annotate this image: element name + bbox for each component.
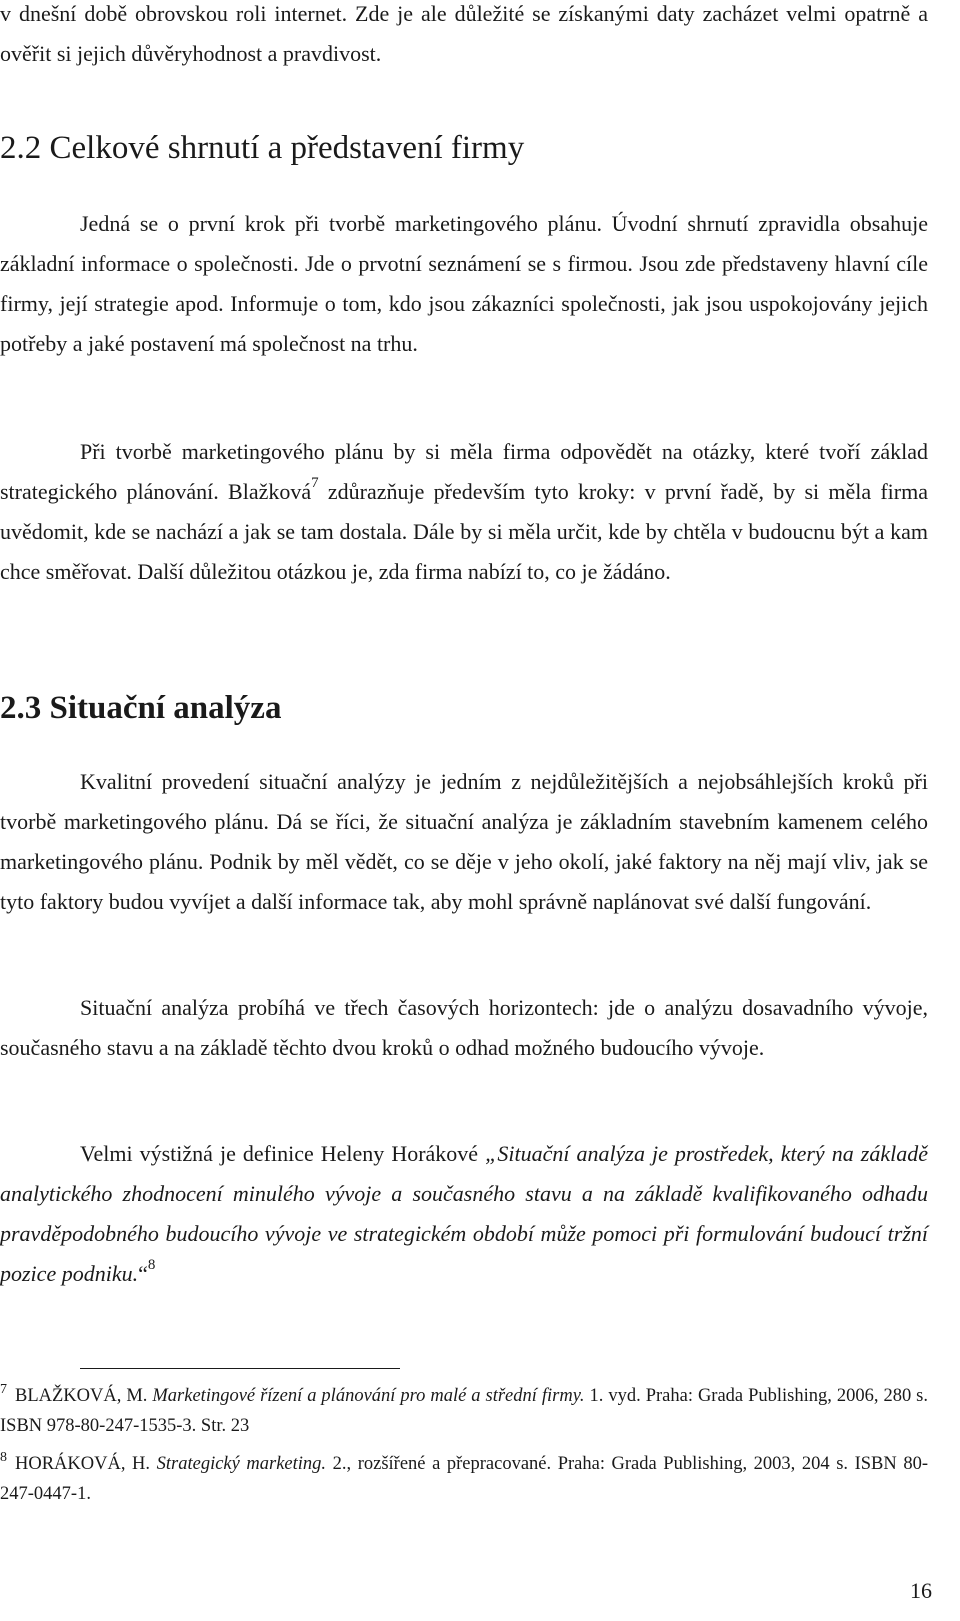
- section-2-3-paragraph-2: Situační analýza probíhá ve třech časových horizontech: jde o analýzu dosavadního vývoje, současného stavu a na základě těchto dvou kroků o odhad možného budoucího vývoje.: [0, 995, 928, 1060]
- section-2-3-paragraph-1: Kvalitní provedení situační analýzy je jedním z nejdůležitějších a nejobsáhlejších kroků při tvorbě marketingového plánu. Dá se říci, že situační analýza je základním stavebním kamenem celého marketingového plánu. Podnik by měl vědět, co se děje v jeho okolí, jaké faktory na něj mají vliv, jak se tyto faktory budou vyvíjet a další informace tak, aby mohl správně naplánovat své další fungování.: [0, 769, 928, 914]
- intro-paragraph: v dnešní době obrovskou roli internet. Zde je ale důležité se získanými daty zacházet velmi opatrně a ověřit si jejich důvěryhodnost a pravdivost.: [0, 1, 928, 66]
- footnote-7-title: Marketingové řízení a plánování pro malé a střední firmy.: [152, 1386, 585, 1406]
- footnote-8-mark: 8: [0, 1450, 7, 1465]
- footnote-8-author: HORÁKOVÁ, H.: [15, 1454, 157, 1474]
- section-2-2-paragraph-2: [0, 432, 928, 592]
- footnote-7: [0, 1382, 928, 1440]
- section-heading-2-3: 2.3 Situační analýza: [0, 690, 282, 726]
- section-heading-2-2: 2.2 Celkové shrnutí a představení firmy: [0, 130, 525, 166]
- quote-close-mark: “: [138, 1261, 148, 1286]
- footnote-8-title: Strategický marketing.: [156, 1454, 327, 1474]
- footnote-7-author: BLAŽKOVÁ, M.: [15, 1386, 153, 1406]
- section-2-2-paragraph-2-before: Při tvorbě marketingového plánu by si měla firma odpovědět na otázky, které tvoří základ strategického plánování. Blažková: [0, 439, 928, 504]
- footnote-ref-8: 8: [147, 1256, 156, 1273]
- definition-quote: „Situační analýza je prostředek, který na základě analytického zhodnocení minulého vývoje a současného stavu a na základě kvalifikovaného odhadu pravděpodobného budoucího vývoje ve strategickém období může pomoci při formulování budoucí tržní pozice podniku.: [0, 1141, 928, 1286]
- footnote-separator: [80, 1368, 400, 1369]
- footnote-8-details: 2., rozšířené a přepracované. Praha: Grada Publishing, 2003, 204 s. ISBN 80-247-0447-1.: [0, 1454, 928, 1504]
- footnote-7-mark: 7: [0, 1382, 7, 1397]
- footnote-ref-7: 7: [311, 474, 319, 491]
- section-2-3-paragraph-3: [0, 1134, 928, 1294]
- page-number: 16: [910, 1578, 932, 1603]
- section-2-2-paragraph-1: Jedná se o první krok při tvorbě marketingového plánu. Úvodní shrnutí zpravidla obsahuje základní informace o společnosti. Jde o prvotní seznámení se s firmou. Jsou zde představeny hlavní cíle firmy, její strategie apod. Informuje o tom, kdo jsou zákazníci společnosti, jak jsou uspokojovány jejich potřeby a jaké postavení má společnost na trhu.: [0, 211, 928, 356]
- definition-intro: Velmi výstižná je definice Heleny Horákové: [80, 1141, 486, 1166]
- footnote-7-details: 1. vyd. Praha: Grada Publishing, 2006, 280 s. ISBN 978-80-247-1535-3. Str. 23: [0, 1386, 928, 1436]
- footnote-8: [0, 1450, 928, 1508]
- section-2-2-paragraph-2-after: zdůrazňuje především tyto kroky: v první řadě, by si měla firma uvědomit, kde se nachází a jak se tam dostala. Dále by si měla určit, kde by chtěla v budoucnu být a kam chce směřovat. Další důležitou otázkou je, zda firma nabízí to, co je žádáno.: [0, 479, 929, 584]
